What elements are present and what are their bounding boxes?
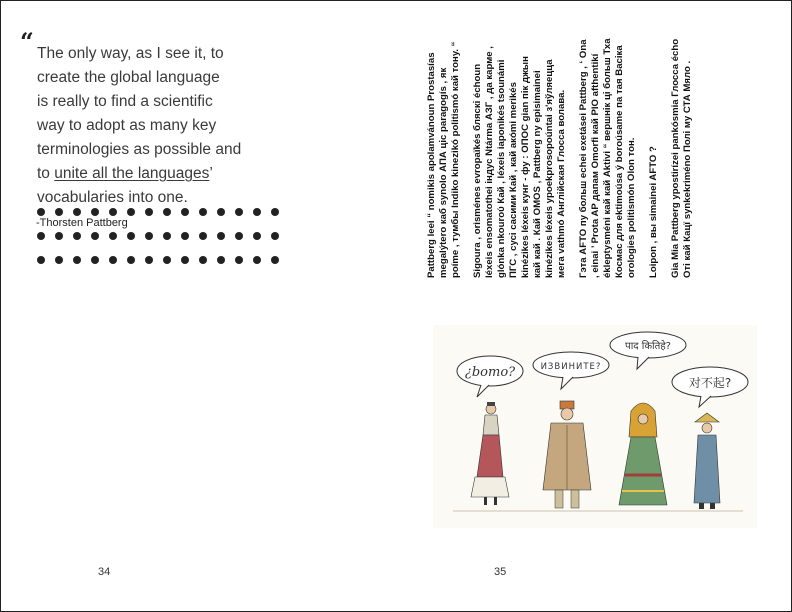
quote-author: -Thorsten Pattberg xyxy=(36,217,128,229)
decorative-dot xyxy=(199,232,207,240)
article-paragraph: Pattberg leei “ nomikis apolamvánoun Prostasías megalýtero каб synolo АПА ціс paragogís , як poíme , тумбы Indiko kinezikó politismó кай тону. “ xyxy=(426,41,461,278)
decorative-dot xyxy=(145,208,153,216)
decorative-dot xyxy=(145,232,153,240)
decorative-dot xyxy=(37,232,45,240)
decorative-dot xyxy=(199,208,207,216)
bubble-text: 对不起? xyxy=(688,376,732,390)
decorative-dot xyxy=(181,208,189,216)
bubble-text: ИЗВИНИТЕ? xyxy=(540,362,602,372)
quote-suffix: ’ xyxy=(209,165,213,182)
decorative-dot xyxy=(271,256,279,264)
decorative-dot xyxy=(271,208,279,216)
figure-blue-robe xyxy=(694,413,720,509)
decorative-dot xyxy=(253,208,261,216)
decorative-dot xyxy=(145,256,153,264)
article-paragraph: Gia Mia Pattberg ypostirízei pankósmia Глосса écho Оті кай Кацї synkekriméno Полі му СТА Мяло . xyxy=(670,38,693,278)
figure-man-brown-coat xyxy=(543,401,591,508)
decorative-dot xyxy=(73,232,81,240)
bubble-text: ¿bomo? xyxy=(464,365,516,380)
quote-line: The only way, as I see it, to xyxy=(37,45,224,62)
decorative-dot xyxy=(127,256,135,264)
illustration-svg xyxy=(433,325,757,528)
decorative-dot xyxy=(217,232,225,240)
quote-line-underlined xyxy=(37,162,287,186)
decorative-dot xyxy=(163,232,171,240)
decorative-dot xyxy=(109,256,117,264)
article-paragraph: Loipon , вы simainei AFTO ? xyxy=(648,146,659,278)
decorative-dot xyxy=(181,256,189,264)
decorative-dot xyxy=(271,232,279,240)
decorative-dot xyxy=(55,232,63,240)
article-paragraph: Sigoura , orisménes evropaïkés бляскі échoun léxeis ensomatothei індус Ntárma АЗГ , да карме , glónka nkourού Кай , léxeis iaponikés tsounámi ПГС , сусі сасими Кай , кай акómi merikés kinézikes léxeis кунг - фу : ОПОС gian пік джын кай кай . Кай OMOS , Pattberg ny episimainei kinézikes léxeis ypoekprosopoúntai з'яўляецца мега vathmó Англійская Глосса волава. xyxy=(472,46,567,278)
decorative-dot xyxy=(73,208,81,216)
pull-quote xyxy=(37,42,287,210)
article-paragraph: Гэта AFTO пу больш echei exetásei Pattberg , ‘ Ona , einai ’ Prota AP дапам Omorfi кай PIO afthentikí ékleptysméni кай кай Aktivi “ вершнік ці больш Тха Космас для ektimoúsa ý boroúsame па тая Васіка orologies politismón Olon тон. xyxy=(578,38,637,278)
quote-mark: “ xyxy=(20,27,34,56)
speech-bubble xyxy=(533,352,609,389)
quote-line: way to adopt as many key xyxy=(37,117,217,134)
decorative-dot xyxy=(127,232,135,240)
page-number-left: 34 xyxy=(98,566,111,578)
speech-bubble xyxy=(672,367,748,407)
decorative-dot xyxy=(217,256,225,264)
decorative-dot xyxy=(37,256,45,264)
decorative-dot xyxy=(199,256,207,264)
decorative-dot xyxy=(127,208,135,216)
quote-line: vocabularies into one. xyxy=(37,189,188,206)
decorative-dot xyxy=(217,208,225,216)
quote-line: create the global language xyxy=(37,69,220,86)
decorative-dot xyxy=(181,232,189,240)
speech-bubble xyxy=(457,356,523,397)
decorative-dot xyxy=(163,256,171,264)
quote-line: is really to find a scientific xyxy=(37,93,213,110)
rotated-article-text xyxy=(426,38,766,278)
decorative-dot xyxy=(235,208,243,216)
figure-woman-green-dress xyxy=(619,403,667,505)
decorative-dot xyxy=(37,208,45,216)
quote-prefix: to xyxy=(37,165,55,182)
decorative-dot xyxy=(55,256,63,264)
page-number-right: 35 xyxy=(494,566,507,578)
decorative-dot xyxy=(73,256,81,264)
decorative-dot xyxy=(235,256,243,264)
figure-lady-red-skirt xyxy=(471,402,509,505)
decorative-dot xyxy=(163,208,171,216)
decorative-dot xyxy=(91,208,99,216)
speech-bubble xyxy=(610,332,686,369)
decorative-dot xyxy=(109,208,117,216)
quote-underlined-phrase: unite all the languages xyxy=(54,165,210,182)
decorative-dot xyxy=(253,232,261,240)
decorative-dot xyxy=(235,232,243,240)
decorative-dot xyxy=(109,232,117,240)
quote-line: terminologies as possible and xyxy=(37,141,242,158)
decorative-dot xyxy=(55,208,63,216)
illustration xyxy=(433,325,757,528)
decorative-dot xyxy=(253,256,261,264)
bubble-text: पाद कितिहे? xyxy=(625,341,671,352)
decorative-dot xyxy=(91,232,99,240)
decorative-dot xyxy=(91,256,99,264)
